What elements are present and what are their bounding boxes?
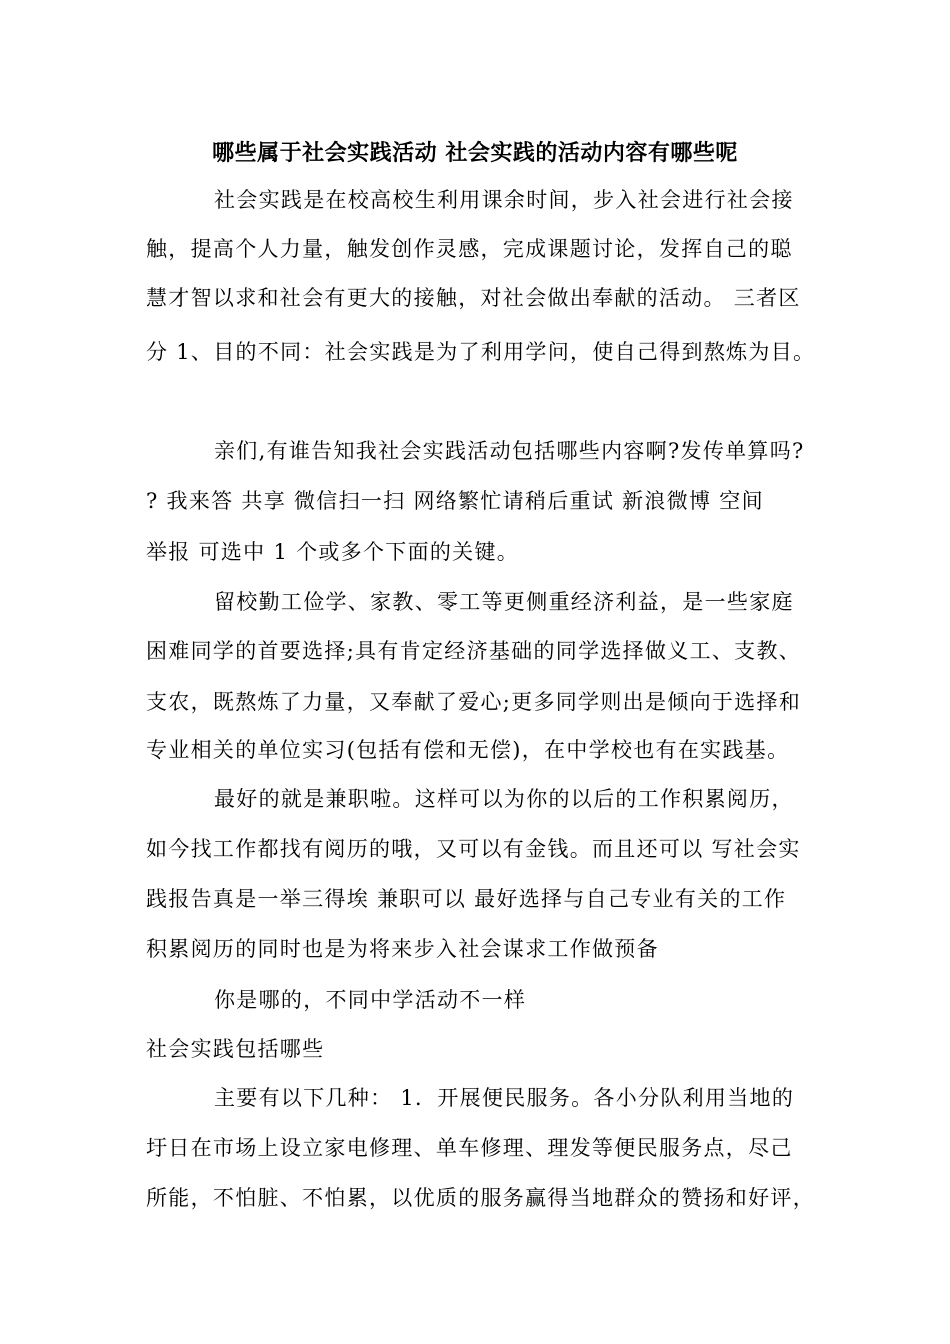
paragraph-line: 举报 可选中 1 个或多个下面的关键。 (146, 540, 520, 564)
paragraph-line: 分 1、目的不同：社会实践是为了利用学问，使自己得到熬炼为目。 (146, 340, 816, 364)
paragraph-line: 专业相关的单位实习(包括有偿和无偿)，在中学校也有在实践基。 (146, 738, 790, 762)
paragraph-line: 支农，既熬炼了力量，又奉献了爱心;更多同学则出是倾向于选择和 (146, 690, 802, 714)
paragraph-line: 亲们,有谁告知我社会实践活动包括哪些内容啊?发传单算吗? (214, 439, 805, 463)
paragraph-line: 你是哪的，不同中学活动不一样 (214, 988, 527, 1012)
document-title: 哪些属于社会实践活动 社会实践的活动内容有哪些呢 (212, 141, 738, 166)
paragraph-line: 所能，不怕脏、不怕累，以优质的服务赢得当地群众的赞扬和好评， (146, 1186, 815, 1210)
paragraph-line: 圩日在市场上设立家电修理、单车修理、理发等便民服务点，尽己 (146, 1136, 793, 1160)
paragraph-line: 社会实践包括哪些 (146, 1037, 325, 1061)
paragraph-line: 主要有以下几种： 1．开展便民服务。各小分队利用当地的 (214, 1086, 795, 1110)
paragraph-line: 最好的就是兼职啦。这样可以为你的以后的工作积累阅历， (214, 787, 794, 811)
paragraph-line: 社会实践是在校高校生利用课余时间，步入社会进行社会接 (214, 188, 794, 212)
paragraph-line: ? 我来答 共享 微信扫一扫 网络繁忙请稍后重试 新浪微博 空间 (146, 489, 764, 513)
paragraph-line: 困难同学的首要选择;具有肯定经济基础的同学选择做义工、支教、 (146, 639, 802, 663)
paragraph-line: 留校勤工俭学、家教、零工等更侧重经济利益，是一些家庭 (214, 590, 794, 614)
paragraph-line: 触，提高个人力量，触发创作灵感，完成课题讨论，发挥自己的聪 (146, 237, 793, 261)
paragraph-line: 如今找工作都找有阅历的哦，又可以有金钱。而且还可以 写社会实 (146, 837, 801, 861)
paragraph-line: 慧才智以求和社会有更大的接触，对社会做出奉献的活动。 三者区 (146, 286, 801, 310)
paragraph-line: 践报告真是一举三得埃 兼职可以 最好选择与自己专业有关的工作 (146, 887, 787, 911)
paragraph-line: 积累阅历的同时也是为将来步入社会谋求工作做预备 (146, 937, 659, 961)
